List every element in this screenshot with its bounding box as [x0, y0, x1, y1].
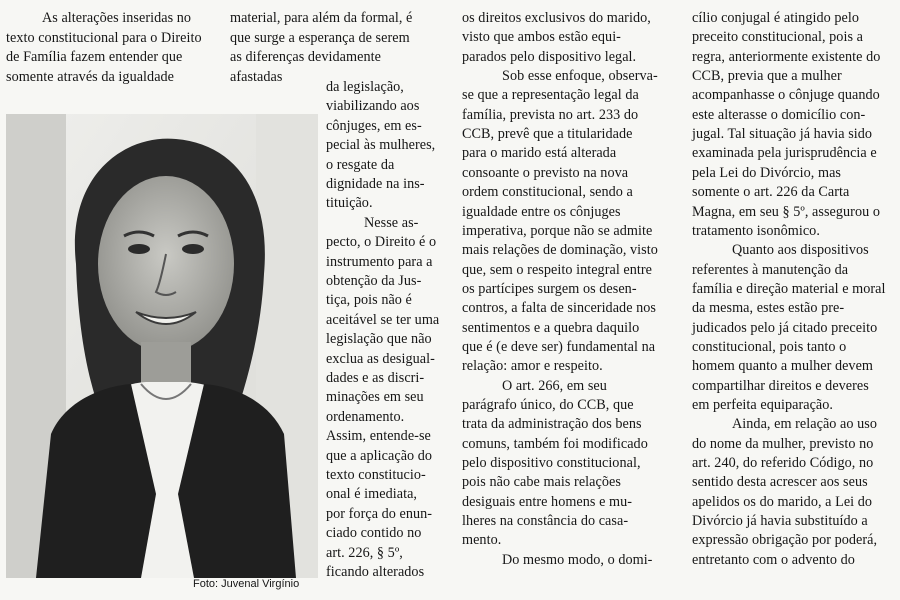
text-line: este alterasse o domicílio con- — [692, 106, 866, 123]
text-line: Magna, em seu § 5º, assegurou o — [692, 203, 880, 220]
text-line: minações em seu — [326, 389, 424, 406]
text-line: cônjuges, em es- — [326, 117, 422, 134]
text-line: O art. 266, em seu — [502, 377, 607, 394]
text-line: visto que ambos estão equi- — [462, 29, 621, 46]
text-line: ordem constitucional, sendo a — [462, 184, 633, 201]
text-line: da mesma, estes estão pre- — [692, 300, 845, 317]
text-line: constitucional, pois tanto o — [692, 338, 847, 355]
text-line: se que a representação legal da — [462, 87, 639, 104]
text-line: família, prevista no art. 233 do — [462, 106, 639, 123]
text-line: homem quanto a mulher devem — [692, 358, 874, 375]
text-line: do nome da mulher, previsto no — [692, 435, 874, 452]
text-line: sentido desta acrescer aos seus — [692, 474, 868, 491]
text-line: pelo dispositivo constitucional, — [462, 455, 641, 472]
text-line: ciado contido no — [326, 525, 422, 542]
text-line: cílio conjugal é atingido pelo — [692, 10, 859, 26]
text-line: Assim, entende-se — [326, 428, 431, 445]
text-line: Sob esse enfoque, observa- — [502, 68, 658, 85]
text-line: imperativa, porque não se admite — [462, 222, 653, 239]
text-line: Do mesmo modo, o domi- — [502, 551, 653, 568]
text-line: aceitável se ter uma — [326, 311, 440, 328]
text-line: material, para além da formal, é — [230, 10, 413, 26]
text-line: que é (e deve ser) fundamental na — [462, 338, 656, 355]
text-line: Divórcio já havia substituído a — [692, 513, 868, 530]
text-line: por força do enun- — [326, 505, 433, 522]
text-line: sentimentos e a quebra daquilo — [462, 319, 640, 336]
text-line: pois não cabe mais relações — [462, 474, 621, 491]
text-line: que a aplicação do — [326, 447, 433, 464]
text-line: afastadas — [230, 68, 283, 85]
text-line: obtenção da Jus- — [326, 273, 422, 289]
text-line: somente através da igualdade — [6, 68, 175, 85]
text-line: texto constitucio- — [326, 467, 426, 483]
portrait-photo — [6, 114, 318, 578]
text-line: instrumento para a — [326, 253, 433, 270]
text-line: contros, a falta de sinceridade nos — [462, 300, 656, 317]
text-line: que, sem o respeito integral entre — [462, 261, 653, 278]
text-line: onal é imediata, — [326, 486, 418, 503]
text-line: da legislação, — [326, 79, 404, 95]
text-line: entretanto com o advento do — [692, 551, 855, 568]
text-line: examinada pela jurisprudência e — [692, 145, 877, 162]
text-line: dignidade na ins- — [326, 176, 425, 192]
text-line: exclua as desigual- — [326, 350, 435, 367]
text-line: legislação que não — [326, 331, 432, 348]
text-line: consoante o previsto na nova — [462, 164, 629, 181]
text-line: relação: amor e respeito. — [462, 358, 603, 375]
text-line: mento. — [462, 532, 502, 549]
text-line: Quanto aos dispositivos — [732, 242, 869, 259]
text-line: jugal. Tal situação já havia sido — [692, 126, 873, 143]
text-line: tituição. — [326, 195, 373, 212]
text-line: art. 240, do referido Código, no — [692, 455, 874, 472]
text-line: compartilhar direitos e deveres — [692, 377, 869, 394]
text-line: os direitos exclusivos do marido, — [462, 10, 651, 26]
text-line: as diferenças devidamente — [230, 49, 381, 65]
text-line: referentes à manutenção da — [692, 261, 849, 278]
text-line: trata da administração dos bens — [462, 416, 642, 433]
text-line: ficando alterados — [326, 564, 425, 580]
text-line: comuns, também foi modificado — [462, 435, 648, 452]
text-line: que surge a esperança de serem — [230, 29, 410, 46]
text-line: de Família fazem entender que — [6, 49, 183, 65]
text-line: somente o art. 226 da Carta — [692, 184, 850, 201]
text-line: acompanhasse o cônjuge quando — [692, 87, 880, 104]
text-line: texto constitucional para o Direito — [6, 29, 202, 46]
text-line: pecial às mulheres, — [326, 137, 436, 154]
text-line: família e direção material e moral — [692, 280, 886, 297]
text-line: igualdade entre os cônjuges — [462, 203, 621, 220]
text-line: judicados pelo já citado preceito — [692, 319, 878, 336]
text-line: apelidos os do marido, a Lei do — [692, 493, 873, 510]
text-line: ordenamento. — [326, 408, 405, 425]
text-line: viabilizando aos — [326, 98, 420, 115]
text-line: Nesse as- — [364, 214, 419, 231]
text-line: preceito constitucional, pois a — [692, 29, 863, 46]
text-line: dades e as discri- — [326, 370, 425, 386]
text-line: desiguais entre homens e mu- — [462, 493, 633, 510]
photo-caption: Foto: Juvenal Virgínio — [193, 578, 300, 590]
text-line: pela Lei do Divórcio, mas — [692, 164, 841, 181]
text-line: art. 226, § 5º, — [326, 544, 403, 561]
text-line: CCB, previa que a mulher — [692, 68, 842, 85]
text-line: tiça, pois não é — [326, 292, 412, 309]
text-line: parágrafo único, do CCB, que — [462, 397, 634, 413]
text-line: lheres na constância do casa- — [462, 513, 629, 530]
text-line: CCB, prevê que a titularidade — [462, 126, 633, 143]
text-line: para o marido está alterada — [462, 145, 617, 162]
text-line: os partícipes surgem os desen- — [462, 280, 637, 297]
text-line: Ainda, em relação ao uso — [732, 416, 877, 433]
text-line: mais relações de dominação, visto — [462, 242, 658, 259]
text-line: o resgate da — [326, 156, 395, 173]
text-line: expressão obrigação por poderá, — [692, 532, 878, 549]
text-line: As alterações inseridas no — [42, 10, 192, 26]
text-line: em perfeita equiparação. — [692, 397, 834, 413]
text-line: parados pelo dispositivo legal. — [462, 48, 637, 65]
text-line: pecto, o Direito é o — [326, 234, 437, 251]
text-line: regra, anteriormente existente do — [692, 48, 881, 65]
text-line: tratamento isonômico. — [692, 222, 820, 239]
